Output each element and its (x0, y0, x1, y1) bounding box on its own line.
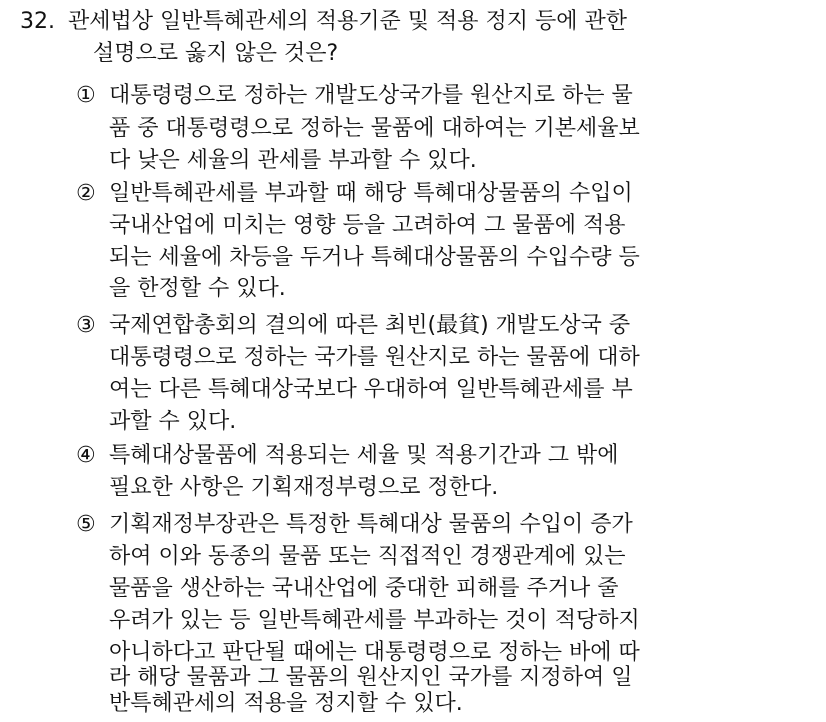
option-5-line-6: 라 해당 물품과 그 물품의 원산지인 국가를 지정하여 일 (109, 665, 633, 690)
option-1-line-3: 다 낮은 세율의 관세를 부과할 수 있다. (109, 148, 477, 173)
option-3-line-3: 여는 다른 특혜대상국보다 우대하여 일반특혜관세를 부 (109, 377, 633, 402)
option-3-marker: ③ (76, 313, 96, 338)
question-number: 32. (20, 9, 55, 34)
option-2-marker: ② (76, 181, 96, 206)
option-3-line-4: 과할 수 있다. (109, 409, 237, 434)
option-2-line-3: 되는 세율에 차등을 두거나 특혜대상물품의 수입수량 등 (109, 245, 640, 270)
option-4-marker: ④ (76, 443, 96, 468)
option-4-line-1: 특혜대상물품에 적용되는 세율 및 적용기간과 그 밖에 (109, 443, 619, 468)
option-5-line-3: 물품을 생산하는 국내산업에 중대한 피해를 주거나 줄 (109, 576, 619, 601)
option-2-line-2: 국내산업에 미치는 영향 등을 고려하여 그 물품에 적용 (109, 213, 626, 238)
option-4-line-2: 필요한 사항은 기획재정부령으로 정한다. (109, 475, 499, 500)
option-1-marker: ① (76, 83, 96, 108)
option-2-line-1: 일반특혜관세를 부과할 때 해당 특혜대상물품의 수입이 (109, 181, 633, 206)
option-3-line-1: 국제연합총회의 결의에 따른 최빈(最貧) 개발도상국 중 (109, 313, 631, 338)
option-5-line-5: 아니하다고 판단될 때에는 대통령령으로 정하는 바에 따 (109, 640, 640, 665)
option-5-line-4: 우려가 있는 등 일반특혜관세를 부과하는 것이 적당하지 (109, 608, 640, 633)
option-5-marker: ⑤ (76, 512, 96, 537)
option-1-line-1: 대통령령으로 정하는 개발도상국가를 원산지로 하는 물 (109, 83, 633, 108)
option-5-line-7: 반특혜관세의 적용을 정지할 수 있다. (109, 691, 463, 716)
question-line-2: 설명으로 옳지 않은 것은? (93, 41, 339, 66)
option-3-line-2: 대통령령으로 정하는 국가를 원산지로 하는 물품에 대하 (109, 345, 640, 370)
option-2-line-4: 을 한정할 수 있다. (109, 276, 286, 301)
option-5-line-2: 하여 이와 동종의 물품 또는 직접적인 경쟁관계에 있는 (109, 544, 626, 569)
question-line-1: 관세법상 일반특혜관세의 적용기준 및 적용 정지 등에 관한 (68, 9, 628, 34)
option-1-line-2: 품 중 대통령령으로 정하는 물품에 대하여는 기본세율보 (109, 116, 640, 141)
option-5-line-1: 기획재정부장관은 특정한 특혜대상 물품의 수입이 증가 (109, 512, 633, 537)
